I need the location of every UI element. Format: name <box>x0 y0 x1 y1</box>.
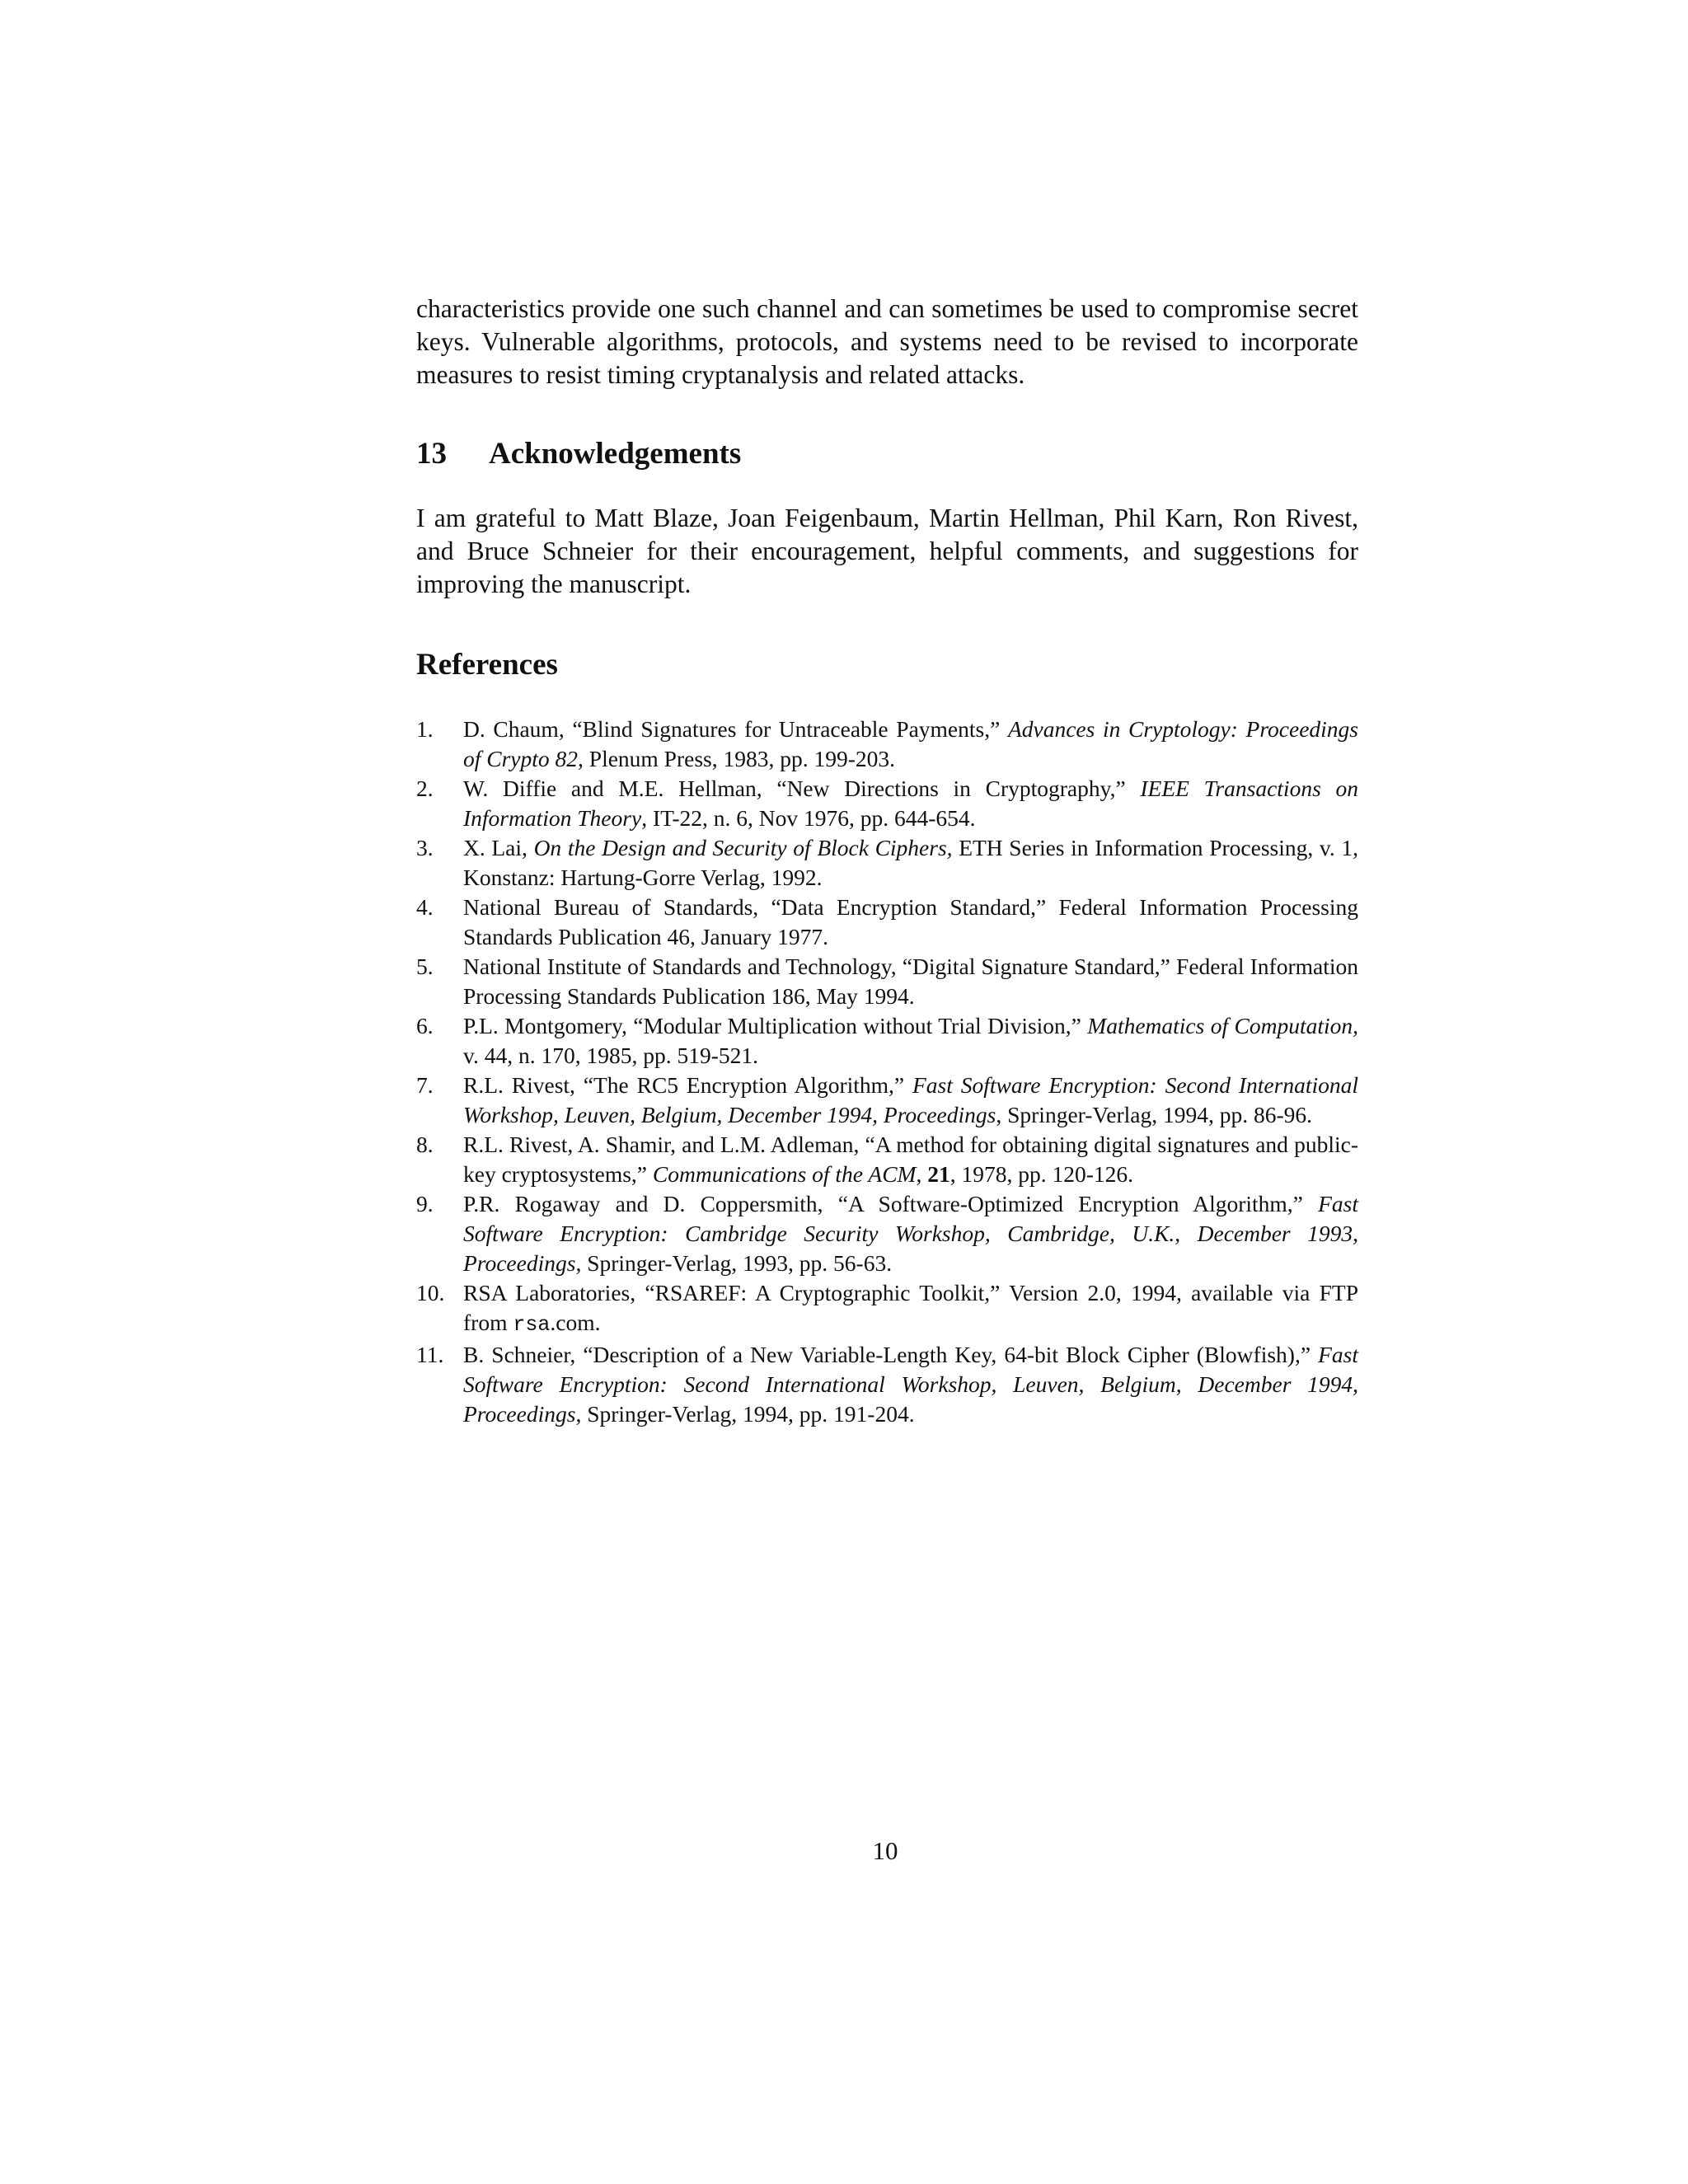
reference-number: 11. <box>416 1342 444 1367</box>
reference-text: Fast Software Encryption: Cambridge Security Workshop, Cambridge, U.K., December 1993, Proceedings <box>463 1191 1358 1276</box>
reference-text: , <box>916 1161 928 1187</box>
reference-item <box>416 1189 1358 1278</box>
reference-text: National Institute of Standards and Technology, “Digital Signature Standard,” Federal Information Processing Standards Publication 186, May 1994. <box>463 954 1358 1009</box>
reference-number: 5. <box>416 954 434 979</box>
reference-text: Fast Software Encryption: Second International Workshop, Leuven, Belgium, December 1994, Proceedings <box>463 1342 1358 1427</box>
reference-text: ETH Series in Information Processing, v. 1, Konstanz: Hartung-Gorre Verlag, 1992. <box>463 835 1358 890</box>
reference-text: Mathematics of Computation, <box>1087 1013 1358 1038</box>
reference-number: 10. <box>416 1280 445 1305</box>
reference-number: 4. <box>416 894 434 920</box>
reference-text: P.L. Montgomery, “Modular Multiplication without Trial Division,” <box>463 1013 1088 1038</box>
reference-text: Advances in Cryptology: Proceedings of Crypto 82, <box>463 716 1358 771</box>
reference-item <box>416 715 1358 774</box>
reference-text: Plenum Press, 1983, pp. 199-203. <box>583 746 896 771</box>
acknowledgements-paragraph: I am grateful to Matt Blaze, Joan Feigenbaum, Martin Hellman, Phil Karn, Ron Rivest, and Bruce Schneier for their encouragement, helpful comments, and suggestions for improving the manuscript. <box>416 504 1358 598</box>
reference-text: v. 44, n. 170, 1985, pp. 519-521. <box>463 1043 758 1068</box>
reference-number: 1. <box>416 716 434 742</box>
reference-item <box>416 774 1358 833</box>
reference-item <box>416 1340 1358 1429</box>
reference-text: , Springer-Verlag, 1994, pp. 191-204. <box>575 1401 915 1427</box>
reference-text: IEEE Transactions on Information Theory <box>463 776 1358 831</box>
reference-text: W. Diffie and M.E. Hellman, “New Directions in Cryptography,” <box>463 776 1141 801</box>
reference-number: 3. <box>416 835 434 860</box>
reference-text: , Springer-Verlag, 1994, pp. 86-96. <box>996 1102 1312 1127</box>
reference-text: R.L. Rivest, A. Shamir, and L.M. Adleman, “A method for obtaining digital signatures and public-key cryptosystems,” <box>463 1132 1358 1187</box>
reference-text: R.L. Rivest, “The RC5 Encryption Algorithm,” <box>463 1072 912 1098</box>
reference-item <box>416 833 1358 893</box>
reference-text: , Springer-Verlag, 1993, pp. 56-63. <box>575 1250 893 1276</box>
reference-text: P.R. Rogaway and D. Coppersmith, “A Software-Optimized Encryption Algorithm,” <box>463 1191 1319 1216</box>
reference-text: , 1978, pp. 120-126. <box>950 1161 1133 1187</box>
reference-item <box>416 952 1358 1011</box>
reference-text: rsa <box>513 1313 551 1337</box>
intro-paragraph: characteristics provide one such channel and can sometimes be used to compromise secret keys. Vulnerable algorithms, protocols, and systems need to be revised to incorporate measures to resist timing cryptanalysis and related attacks. <box>416 294 1358 389</box>
reference-list <box>416 715 1358 1429</box>
reference-number: 6. <box>416 1013 434 1038</box>
reference-text: X. Lai, <box>463 835 534 860</box>
reference-text: , IT-22, n. 6, Nov 1976, pp. 644-654. <box>641 805 976 831</box>
reference-item <box>416 1130 1358 1189</box>
reference-text: National Bureau of Standards, “Data Encryption Standard,” Federal Information Processing Standards Publication 46, January 1977. <box>463 894 1358 949</box>
reference-text: 21 <box>927 1161 950 1187</box>
reference-text: Fast Software Encryption: Second International Workshop, Leuven, Belgium, December 1994, Proceedings <box>463 1072 1358 1127</box>
section-number: 13 <box>416 437 447 471</box>
section-title: Acknowledgements <box>489 437 742 471</box>
reference-number: 2. <box>416 776 434 801</box>
reference-text: On the Design and Security of Block Ciphers, <box>533 835 953 860</box>
reference-item <box>416 1278 1358 1340</box>
reference-text: Communications of the ACM <box>652 1161 917 1187</box>
reference-text: D. Chaum, “Blind Signatures for Untraceable Payments,” <box>463 716 1008 742</box>
page-number: 10 <box>872 1836 898 1865</box>
reference-item <box>416 1011 1358 1071</box>
acknowledgements-heading <box>416 436 1358 472</box>
reference-item <box>416 1071 1358 1130</box>
reference-text: B. Schneier, “Description of a New Variable-Length Key, 64-bit Block Cipher (Blowfish),” <box>463 1342 1319 1367</box>
reference-number: 8. <box>416 1132 434 1157</box>
reference-number: 9. <box>416 1191 434 1216</box>
reference-number: 7. <box>416 1072 434 1098</box>
references-heading: References <box>416 648 558 682</box>
reference-text: RSA Laboratories, “RSAREF: A Cryptographic Toolkit,” Version 2.0, 1994, available via FTP from <box>463 1280 1358 1335</box>
paper-page <box>416 293 1358 1429</box>
reference-text: .com. <box>550 1310 601 1335</box>
reference-item <box>416 893 1358 952</box>
